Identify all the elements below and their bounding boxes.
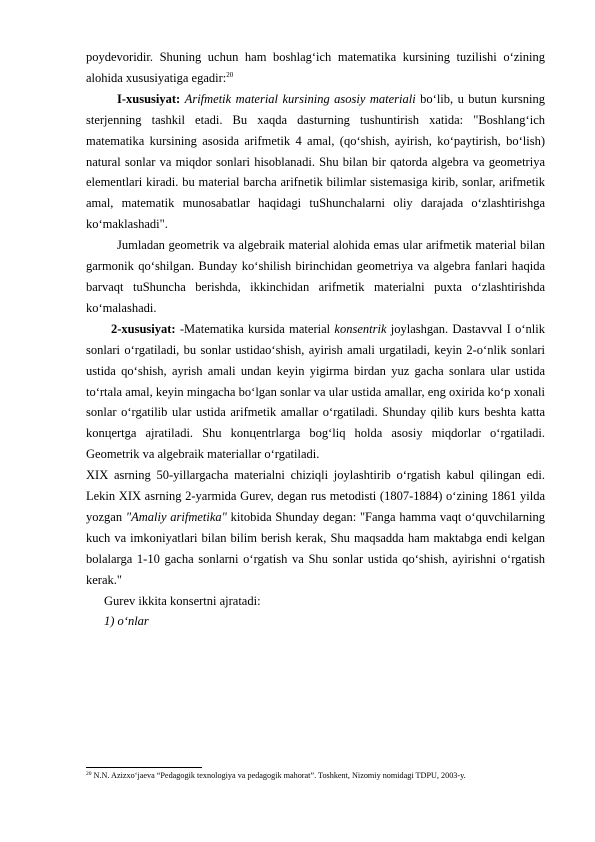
feature-2-label: 2-xususiyat: — [111, 321, 176, 336]
concentric-term: konsentrik — [334, 321, 387, 336]
list-item-1: 1) o‘nlar — [104, 614, 149, 629]
book-title: "Amaliy arifmetika" — [125, 509, 227, 524]
paragraph-2 — [86, 89, 545, 235]
feature-1-label: I-xususiyat: — [117, 91, 181, 106]
footnote-text: N.N. Azizxo‘jaeva “Pedagogik texnologiya va pedagogik mahorat”. Toshkent, Nizomiy nomidagi TDPU, 2003-y. — [91, 771, 466, 780]
paragraph-5-text-b: kitobida Shunday degan: "Fanga hamma vaqt o‘quvchilarning kuch va imkoniyatlari bilan bilim berish kerak, Shu maqsadda ham maktabga endi kelgan bolalarga 1-10 gacha sonlarni o‘rgatish va Shu sonlar ustida qo‘shish, ayirishni o‘rgatish kerak." — [86, 509, 545, 587]
paragraph-1-text: poydevoridir. Shuning uchun ham boshlag‘ich matematika kursining tuzilishi o‘zining alohida xususiyatiga egadir: — [86, 50, 545, 85]
paragraph-6 — [86, 591, 545, 612]
paragraph-5 — [86, 465, 545, 590]
footnote-ref: 20 — [226, 70, 234, 79]
paragraph-6-text: Gurev ikkita konsertni ajratadi: — [104, 593, 261, 608]
paragraph-3-text: Jumladan geometrik va algebraik material alohida emas ular arifmetik material bilan garmonik qo‘shilgan. Bunday ko‘shilish birinchidan geometriya va algebra fanlari haqida barvaqt tuShuncha berishda, ikkinchidan arifmetik materialni puxta o‘zlashtirishda ko‘malashadi. — [86, 238, 545, 315]
page-body — [86, 47, 545, 632]
paragraph-3 — [86, 235, 545, 319]
paragraph-1 — [86, 47, 545, 89]
paragraph-7 — [86, 611, 545, 632]
paragraph-4 — [86, 319, 545, 465]
paragraph-4-text-a: -Matematika kursida material — [175, 321, 335, 336]
footnote — [86, 771, 556, 781]
feature-1-title: Arifmetik material kursining asosiy materiali — [184, 91, 416, 106]
paragraph-5-text-a: XIX asrning 50-yillargacha materialni chiziqli joylashtirib o‘rgatish kabul qilingan edi. Lekin XIX asrning 2-yarmida Gurev, degan rus metodisti (1807-1884) o‘zining 1861 yilda yozgan — [86, 468, 545, 524]
footnote-separator — [86, 767, 202, 768]
paragraph-2-text: bo‘lib, u butun kursning sterjenning tashkil etadi. Bu xaqda dasturning tushuntirish xatida: "Boshlang‘ich matematika kursining asosida arifmetik 4 amal, (qo‘shish, ayirish, ko‘paytirish, bo‘lish) natural sonlar va miqdor sonlari hisoblanadi. Shu bilan bir qatorda algebra va geometriya elementlari kiradi. bu material barcha arifnetik bilimlar sistemasiga kirib, sonlar, arifmetik amal, matematik munosabatlar haqidagi tuShunchalarni oliy darajada o‘zlashtirishga ko‘maklashadi". — [86, 91, 545, 232]
paragraph-4-text-b: joylashgan. Dastavval I o‘nlik sonlari o‘rgatiladi, bu sonlar ustidao‘shish, ayirish amali urgatiladi, keyin 2-o‘nlik sonlari ustida qo‘shish, ayrish amali undan keyin yigirma birdan yuz gacha sonlara ular ustida to‘rtala amal, keyin mingacha bo‘lgan sonlar va ular ustida amallar, eng oxirida ko‘p xonali sonlar o‘rgatilib ular ustida arifmetik amallar o‘rgatiladi. Shunday qilib kurs beshta katta konцertga ajratiladi. Shu konцentrlarga bog‘liq holda asosiy miqdorlar o‘rgatiladi. Geometrik va algebraik materiallar o‘rgatiladi. — [86, 321, 545, 462]
footnote-number: 20 — [86, 771, 92, 777]
